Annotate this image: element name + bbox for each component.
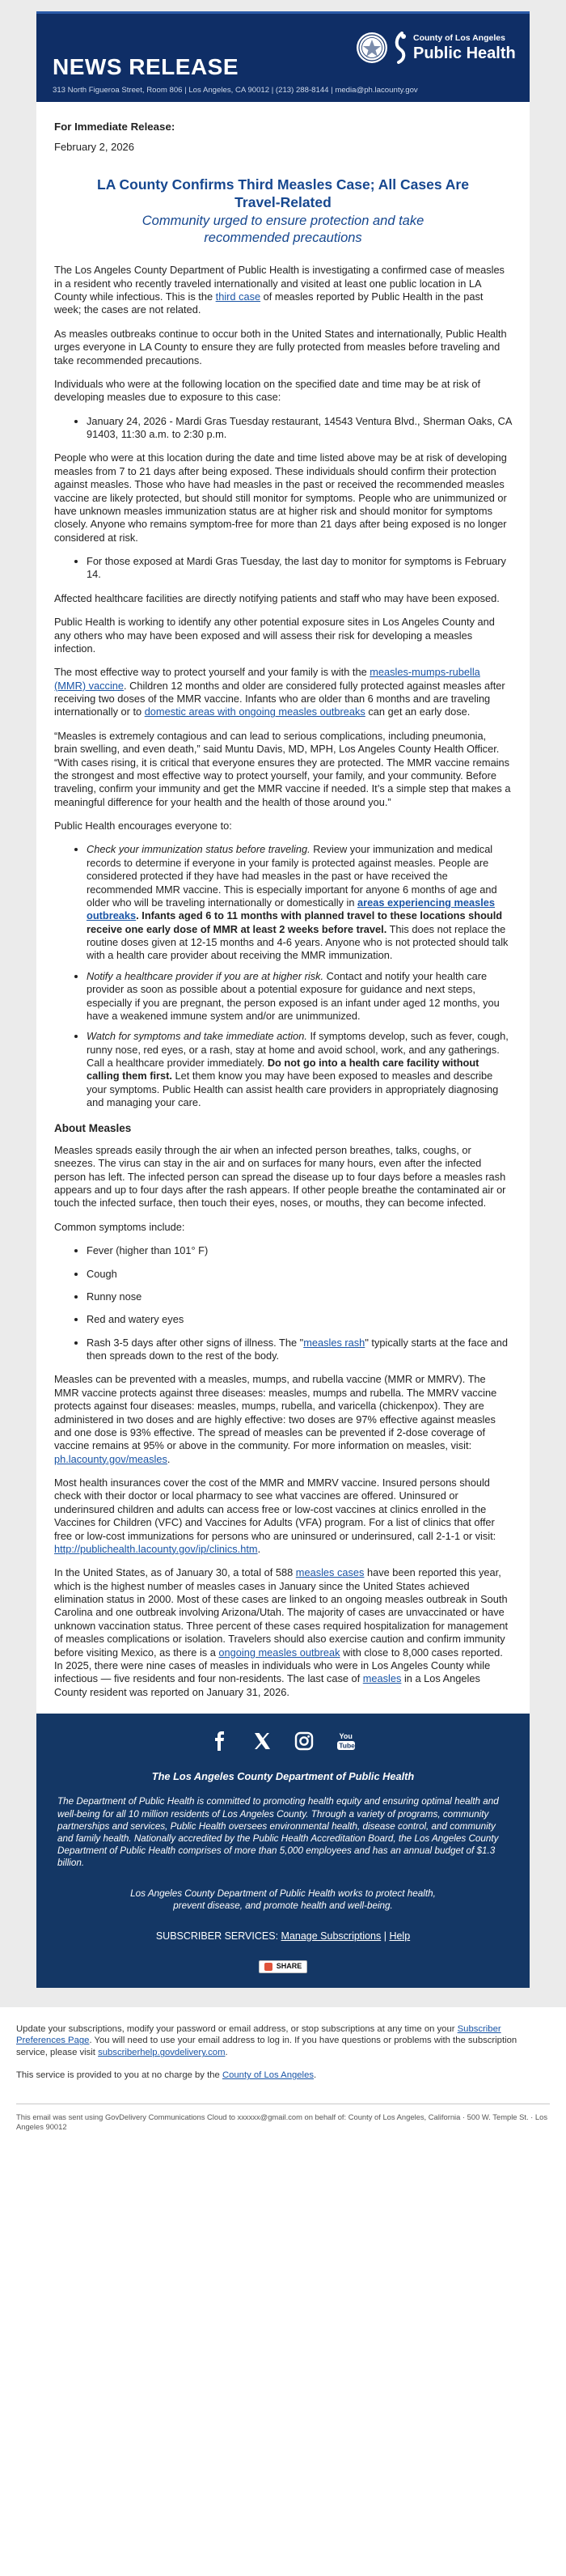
help-link[interactable]: Help: [389, 1930, 411, 1942]
paragraph-identification: Public Health is working to identify any other potential exposure sites in Los Angeles County and any others who may have been exposed and will assess their risk for developing a measles infection.: [54, 616, 495, 655]
measles-rash-link[interactable]: measles rash: [303, 1336, 365, 1349]
banner-title: NEWS RELEASE: [53, 54, 239, 79]
sender-note: This email was sent using GovDelivery Communications Cloud to xxxxxx@gmail.com on behalf of: County of Los Angeles, California · 500 W. Temple St. · Los Angeles 90012: [16, 2112, 548, 2132]
symptom-deadline-item: • For those exposed at Mardi Gras Tuesday, the last day to monitor for symptoms is February 14.: [87, 555, 512, 582]
text: with close to 8,000 cases reported. In 2025, there were nine cases of measles in individuals who were in Los Angeles County while infectious — five residents and four non-residents. The last case of: [54, 1646, 503, 1685]
text: This does not replace the routine doses given at 12-15 months and 4-6 years. Anyone who is not protected should talk with a health care provider about receiving the MMR immunization.: [87, 922, 509, 962]
svg-text:You: You: [339, 1732, 353, 1740]
measles-info-link[interactable]: ph.lacounty.gov/measles: [54, 1452, 167, 1465]
text: can get an early dose.: [365, 705, 471, 718]
text: Rash 3-5 days after other signs of illness. The ": [87, 1336, 304, 1349]
text: If symptoms develop, such as fever, cough, runny nose, red eyes, or a rash, stay at home and avoid school, work, and any gatherings. Call a healthcare provider immediately.: [87, 1030, 509, 1070]
about-measles-heading: About Measles: [54, 1121, 132, 1134]
text: .: [257, 1542, 261, 1555]
outbreak-areas-link[interactable]: areas experiencing measles outbreaks: [87, 896, 496, 922]
department-footer: [36, 1714, 530, 1988]
text: Measles can be prevented with a measles, mumps, and rubella vaccine (MMR or MMRV). The MMR vaccine protects against three diseases: measles, mumps and rubella. The MMRV vaccine protects against four diseases: measles, mumps, rubella, and varicella (chickenpox). They are administered in two doses and are highly effective: two doses are 97% effective against measles and one dose is 93% effective. The spread of measles can be prevented if 2-dose coverage of vaccine remains at 95% or above in the community. For more information on measles, visit:: [54, 1373, 497, 1452]
text: Review your immunization and medical records to determine if everyone in your family is protected against measles. People are considered protected if they have had measles in the past or have received the recommended MMR vaccine. This is especially important for anyone 6 months of age and older who will be traveling internationally or domestically in: [87, 843, 497, 909]
exposure-location-list: [54, 415, 512, 442]
text: The most effective way to protect yourself and your family is with the: [54, 666, 370, 679]
text: " typically starts at the face and then spreads down to the rest of the body.: [87, 1336, 508, 1362]
text: This service is provided to you at no charge by the: [16, 2070, 222, 2081]
text: have been reported this year, which is the highest number of measles cases in January since the United States achieved elimination status in 2000. Most of these cases are linked to an ongoing measles outbreak in South Carolina and one outbreak involving Arizona/Utah. The majority of cases are unvaccinated or have unknown vaccination status. Three percent of these cases required hospitalization for management of measles complications or isolation. Travelers should also exercise caution and confirm immunity before visiting Mexico, as there is a: [54, 1566, 509, 1659]
symptom-item: • Fever (higher than 101° F): [87, 1244, 512, 1257]
no-charge-note: [16, 2070, 550, 2082]
subscriber-help-link[interactable]: subscriberhelp.govdelivery.com: [98, 2048, 226, 2058]
subscription-info: [16, 2023, 550, 2060]
subscriber-preferences-link[interactable]: Subscriber Preferences Page: [16, 2023, 501, 2046]
x-twitter-icon[interactable]: [252, 1731, 272, 1751]
measles-cases-link[interactable]: measles cases: [295, 1566, 365, 1579]
paragraph-insurance: [54, 1477, 512, 1556]
text: of measles reported by Public Health in the past week; the cases are not related.: [54, 290, 484, 316]
share-icon: [264, 1963, 272, 1971]
call-first-warning: Do not go into a health care facility without calling them first.: [87, 1057, 479, 1083]
recommendation-notify-provider: [87, 970, 512, 1023]
text: The Los Angeles County Department of Public Health is investigating a confirmed case of measles in a resident who recently traveled internationally and visited at least one public location in LA County while infectious. This is the: [54, 264, 505, 303]
footer-org-name: The Los Angeles County Department of Public Health: [151, 1770, 415, 1782]
recommendation-check-immunization: [87, 843, 512, 962]
social-links: [57, 1731, 509, 1751]
county-seal-icon: [356, 32, 388, 64]
subscriber-separator: |: [383, 1930, 386, 1942]
mmr-vaccine-link[interactable]: measles-mumps-rubella (MMR) vaccine: [54, 666, 480, 692]
facebook-icon[interactable]: [210, 1731, 230, 1751]
instagram-icon[interactable]: [294, 1731, 314, 1751]
recommendations-list: [54, 843, 512, 1109]
immediate-release-label: For Immediate Release:: [54, 121, 175, 133]
footer-mission: The Department of Public Health is committed to promoting health equity and ensuring optimal health and well-being for all 10 million residents of Los Angeles County. Through a variety of programs, community partnerships and services, Public Health oversees environmental health, disease control, and community and family health. Nationally accredited by the Public Health Accreditation Board, the Los Angeles County Department of Public Health comprises of more than 5,000 employees and has an annual budget of $1.3 billion.: [57, 1796, 499, 1869]
news-release-banner: [36, 11, 530, 102]
paragraph-us-cases: [54, 1566, 512, 1699]
recommendation-watch-symptoms: [87, 1030, 512, 1109]
paragraph-encourages: Public Health encourages everyone to:: [54, 820, 232, 833]
text: .: [314, 2070, 317, 2081]
exposure-location-item: • January 24, 2026 - Mardi Gras Tuesday restaurant, 14543 Ventura Blvd., Sherman Oaks, CA 91403, 11:30 a.m. to 2:30 p.m.: [87, 415, 512, 442]
clinics-link[interactable]: http://publichealth.lacounty.gov/ip/clinics.htm: [54, 1542, 258, 1555]
paragraph-prevention: [54, 1373, 512, 1466]
county-link[interactable]: County of Los Angeles: [222, 2070, 314, 2081]
recommendation-lead: Check your immunization status before traveling.: [87, 843, 310, 856]
paragraph-outbreaks: As measles outbreaks continue to occur both in the United States and internationally, Public Health urges everyone in LA County to ensure they are fully protected from measles before traveling and take recommended precautions.: [54, 327, 507, 366]
third-case-link[interactable]: third case: [215, 290, 261, 303]
measles-link[interactable]: measles: [362, 1672, 402, 1685]
banner-contact-line: 313 North Figueroa Street, Room 806 | Los Angeles, CA 90012 | (213) 288-8144 | media@ph.lacounty.gov: [53, 86, 418, 95]
govdelivery-footer: [0, 2007, 566, 2104]
symptom-item: • Red and watery eyes: [87, 1313, 512, 1326]
release-subheadline: Community urged to ensure protection and take recommended precautions: [142, 214, 424, 246]
public-health-logo: [392, 30, 522, 66]
symptoms-intro: Common symptoms include:: [54, 1220, 185, 1233]
recommendation-lead: Watch for symptoms and take immediate action.: [87, 1030, 307, 1043]
text: Let them know you may have been exposed to measles and describe your symptoms. Public Health can assist health care providers in appropriately diagnosing and managing your care.: [87, 1070, 499, 1109]
text: Update your subscriptions, modify your password or email address, or stop subscriptions at any time on your: [16, 2023, 458, 2034]
symptom-deadline-list: [54, 555, 512, 582]
text: Most health insurances cover the cost of the MMR and MMRV vaccine. Insured persons should check with their doctor or local pharmacy to see what vaccines are offered. Uninsured or underinsured children and adults can access free or low-cost vaccines at clinics enrolled in the Vaccines for Children (VFC) and Vaccines for Adults (VFA) program. For a list of clinics that offer free or low-cost immunizations for persons who are uninsured or underinsured, call 2-1-1 or visit:: [54, 1477, 496, 1542]
logo-department-name: Public Health: [413, 44, 516, 62]
paragraph-intro: [54, 264, 512, 317]
infant-dose-guidance: . Infants aged 6 to 11 months with planned travel to these locations should receive one early dose of MMR at least 2 weeks before travel.: [87, 909, 503, 935]
footer-tagline: Los Angeles County Department of Public Health works to protect health, prevent disease, and promote health and well-being.: [130, 1888, 436, 1911]
symptom-item-rash: [87, 1337, 512, 1363]
subscriber-services: [57, 1930, 509, 1943]
paragraph-exposure-intro: Individuals who were at the following location on the specified date and time may be at risk of developing measles due to exposure to this case:: [54, 377, 481, 404]
text: In the United States, as of January 30, a total of 588: [54, 1566, 296, 1579]
share-label: SHARE: [276, 1962, 302, 1970]
svg-text:Tube: Tube: [339, 1741, 355, 1750]
symptom-item: • Cough: [87, 1268, 512, 1281]
share-button[interactable]: [259, 1960, 308, 1973]
paragraph-risk-window: People who were at this location during the date and time listed above may be at risk of developing measles from 7 to 21 days after being exposed. These individuals should confirm their protection against measles. Those who have had measles in the past or received the recommended measles vaccine are likely protected, but should still monitor for symptoms. People who are unimmunized or have unknown measles immunization status are at higher risk and should monitor for symptoms closely. Anyone who remains symptom-free for more than 21 days after being exposed is no longer considered at risk.: [54, 451, 507, 544]
youtube-icon[interactable]: [336, 1731, 356, 1751]
paragraph-transmission: Measles spreads easily through the air when an infected person breathes, talks, coughs, or sneezes. The virus can stay in the air and on surfaces for many hours, even after the infected person has left. The infected person can spread the disease up to four days before a measles rash appears and up to four days after the rash appears. If other people breathe the contaminated air or touch the infected surface, then touch their eyes, noses, or mouths, they can become infected.: [54, 1143, 506, 1210]
symptoms-list: [54, 1244, 512, 1362]
recommendation-lead: Notify a healthcare provider if you are at higher risk.: [87, 969, 324, 982]
text: in a Los Angeles County resident was reported on January 31, 2026.: [54, 1672, 480, 1698]
text: . You will need to use your email address to log in. If you have questions or problems with the subscription service, please visit: [16, 2036, 517, 2058]
subscriber-services-label: SUBSCRIBER SERVICES:: [155, 1930, 279, 1942]
paragraph-facilities: Affected healthcare facilities are directly notifying patients and staff who may have been exposed.: [54, 591, 500, 604]
text: .: [225, 2048, 228, 2058]
domestic-outbreaks-link[interactable]: domestic areas with ongoing measles outbreaks: [144, 705, 365, 718]
paragraph-vaccine-protection: [54, 666, 512, 719]
text: .: [167, 1452, 171, 1465]
release-content: [36, 102, 530, 1699]
ongoing-outbreak-link[interactable]: ongoing measles outbreak: [218, 1646, 340, 1659]
release-headline: LA County Confirms Third Measles Case; All Cases Are Travel-Related: [97, 176, 469, 211]
paragraph-health-officer-quote: “Measles is extremely contagious and can lead to serious complications, including pneumonia, brain swelling, and even death,” said Muntu Davis, MD, MPH, Los Angeles County Health Officer. “With cases rising, it is critical that everyone ensures they are protected. The MMR vaccine remains the strongest and most effective way to protect yourself, your family, and your community. Before traveling, confirm your immunity and get the MMR vaccine if needed. It’s a simple step that makes a meaningful difference for your health and the health of those around you.”: [54, 729, 511, 808]
text: . Children 12 months and older are considered fully protected against measles after receiving two doses of the MMR vaccine. Infants who are older than 6 months and are traveling internationally or to: [54, 679, 505, 718]
symptom-item: • Runny nose: [87, 1290, 512, 1303]
text: Contact and notify your health care provider as soon as possible about a potential exposure for guidance and next steps, especially if you are pregnant, the person exposed is an infant under aged 12 months, you have a weakened immune system and/or are unimmunized.: [87, 969, 500, 1022]
logo-county-name: County of Los Angeles: [413, 33, 505, 43]
manage-subscriptions-link[interactable]: Manage Subscriptions: [281, 1930, 382, 1942]
email-sheet: [36, 11, 530, 1988]
release-date: February 2, 2026: [54, 141, 135, 154]
public-health-mark-icon: [392, 32, 408, 64]
